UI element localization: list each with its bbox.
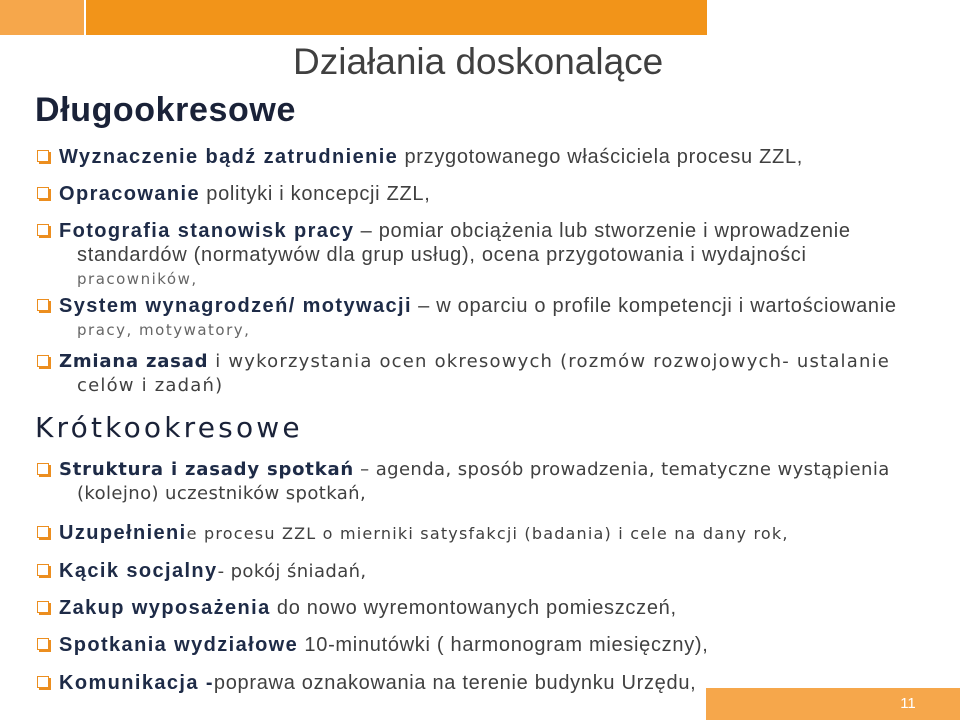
bullet-line [59, 633, 900, 657]
bullet-item [0, 145, 900, 169]
section-heading-short-term: Krótkookresowe [35, 411, 303, 444]
shadowed-square-bullet-icon [37, 638, 49, 650]
bullet-line [59, 294, 900, 318]
bullet-continuation: celów i zadań) [77, 375, 224, 396]
bullet-line [59, 458, 900, 482]
bullet-item [0, 521, 900, 545]
bullet-lead: Zakup wyposażenia [59, 597, 271, 619]
slide-title: Działania doskonalące [293, 41, 664, 82]
shadowed-square-bullet-icon [37, 187, 49, 199]
bullet-text: przygotowanego właściciela procesu ZZL, [398, 146, 804, 168]
bullet-lead: Zmiana zasad [59, 351, 209, 372]
bullet-item [0, 633, 900, 657]
bullet-text: – pomiar obciążenia lub stworzenie i wprowadzenie [354, 220, 851, 242]
bullet-text: polityki i koncepcji ZZL, [200, 183, 431, 205]
bullet-lead: Komunikacja - [59, 672, 214, 694]
section-heading-long-term: Długookresowe [35, 91, 296, 129]
shadowed-square-bullet-icon [37, 676, 49, 688]
bullet-text: poprawa oznakowania na terenie budynku Urzędu, [213, 672, 697, 694]
bullet-continuation: pracy, motywatory, [77, 321, 251, 339]
top-accent-bar [86, 0, 707, 35]
bullet-item [0, 219, 900, 291]
bullet-continuation: pracowników, [77, 270, 198, 288]
bullet-item [0, 596, 900, 620]
bullet-item [0, 182, 900, 206]
bullet-continuation: (kolejno) uczestników spotkań, [77, 483, 367, 504]
bullet-item [0, 350, 900, 398]
bullet-lead: Fotografia stanowisk pracy [59, 220, 355, 242]
bullet-text: 10-minutówki ( harmonogram miesięczny), [298, 634, 709, 656]
bullet-item [0, 458, 900, 506]
bullet-text: i wykorzystania ocen okresowych (rozmów rozwojowych- ustalanie [208, 351, 891, 372]
bullet-line [59, 596, 900, 620]
bullet-text: do nowo wyremontowanych pomieszczeń, [270, 597, 677, 619]
shadowed-square-bullet-icon [37, 299, 49, 311]
bullet-lead: Opracowanie [59, 183, 200, 205]
page-number: 11 [900, 695, 916, 712]
bullet-line [59, 182, 900, 206]
bullet-lead: Spotkania wydziałowe [59, 634, 299, 656]
shadowed-square-bullet-icon [37, 355, 49, 367]
bullet-line [59, 219, 900, 243]
shadowed-square-bullet-icon [37, 526, 49, 538]
shadowed-square-bullet-icon [37, 224, 49, 236]
top-accent-bar-left [0, 0, 84, 35]
bullet-lead: Kącik socjalny [59, 560, 218, 582]
page-number-box [706, 688, 960, 720]
bullet-line [59, 350, 900, 374]
bullet-text: e procesu ZZL o mierniki satysfakcji (badania) i cele na dany rok, [186, 524, 789, 543]
bullet-lead: System wynagrodzeń/ motywacji [59, 295, 412, 317]
bullet-text: - pokój śniadań, [217, 561, 367, 582]
shadowed-square-bullet-icon [37, 150, 49, 162]
bullet-lead: Wyznaczenie bądź zatrudnienie [59, 146, 399, 168]
bullet-item [0, 559, 900, 583]
bullet-text: – w oparciu o profile kompetencji i wartościowanie [411, 295, 897, 317]
bullet-lead: Uzupełnieni [59, 522, 187, 544]
bullet-text: – agenda, sposób prowadzenia, tematyczne wystąpienia [354, 459, 890, 480]
bullet-line [59, 521, 900, 545]
shadowed-square-bullet-icon [37, 463, 49, 475]
bullet-line [59, 559, 900, 583]
bullet-item [0, 294, 900, 342]
bullet-continuation: standardów (normatywów dla grup usług), ocena przygotowania i wydajności [77, 244, 807, 266]
shadowed-square-bullet-icon [37, 601, 49, 613]
shadowed-square-bullet-icon [37, 564, 49, 576]
bullet-line [59, 145, 900, 169]
bullet-lead: Struktura i zasady spotkań [59, 459, 355, 480]
